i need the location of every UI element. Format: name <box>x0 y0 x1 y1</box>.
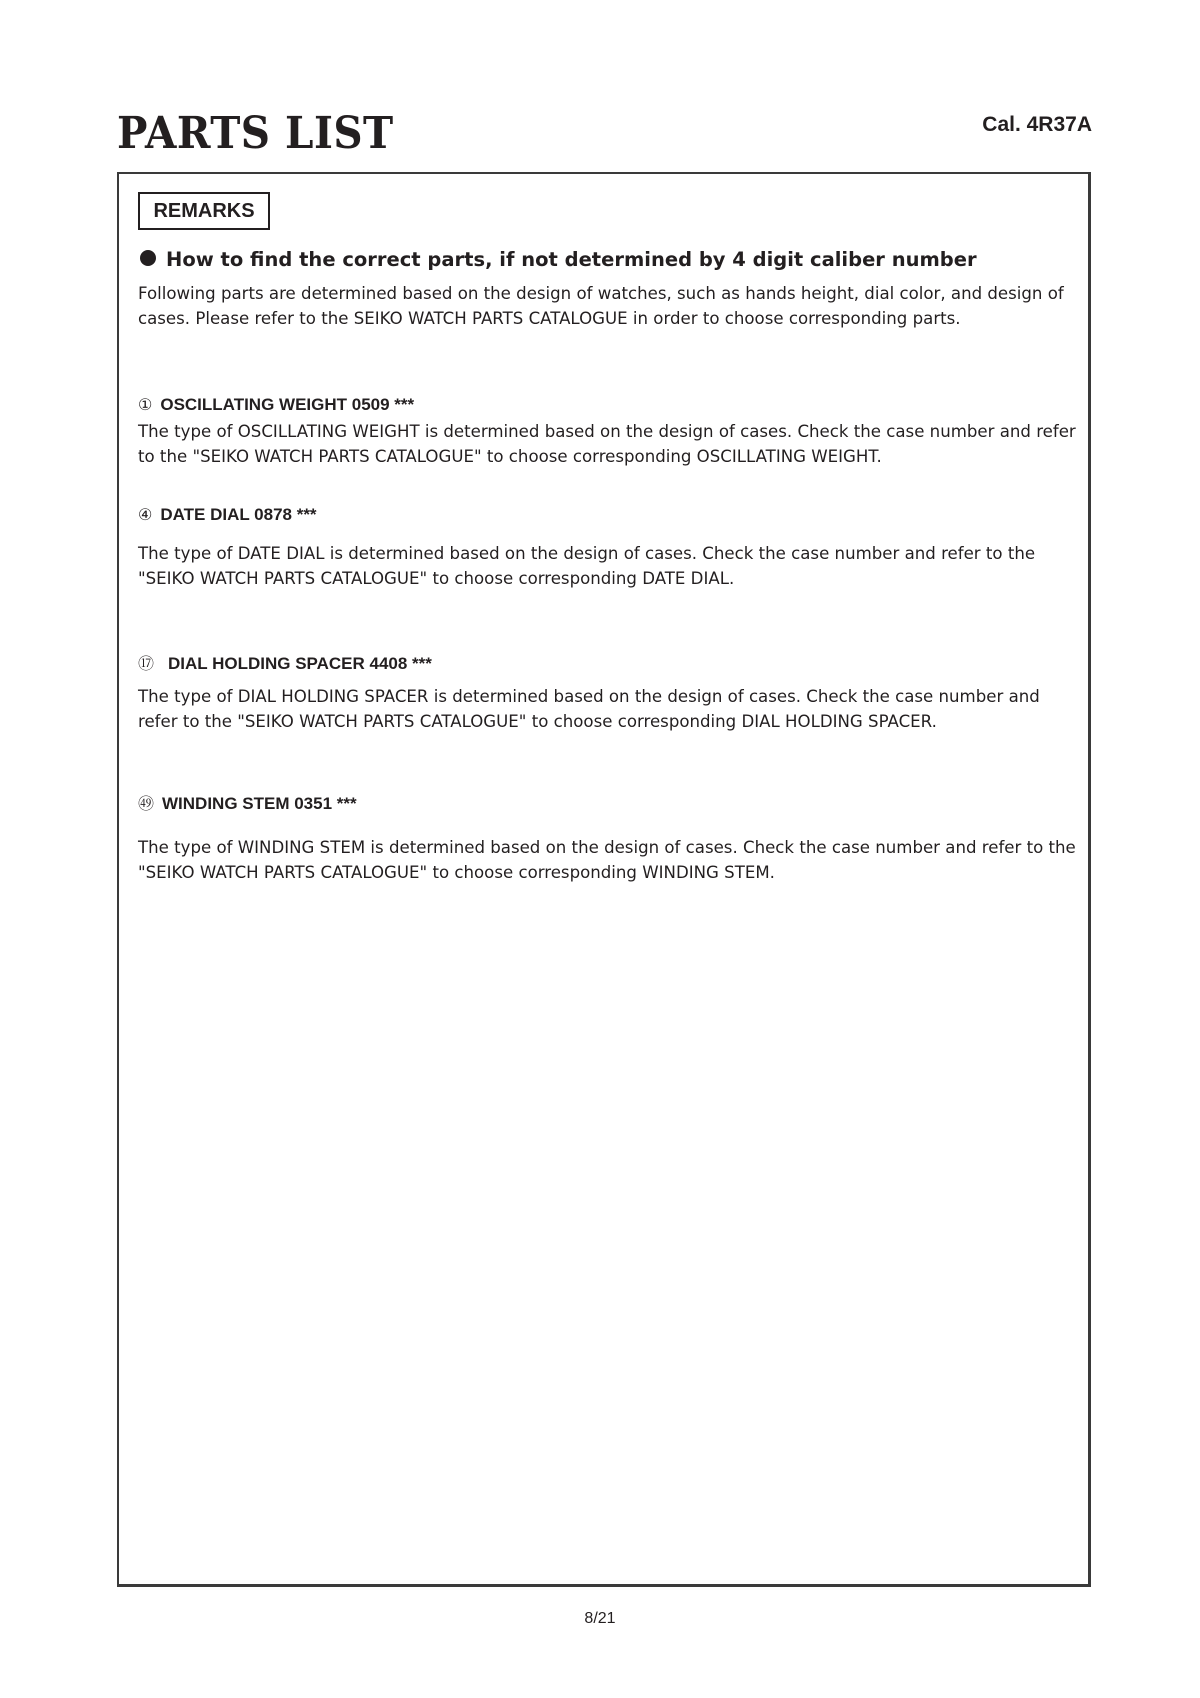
item-heading-winding-stem <box>138 795 357 812</box>
lead-heading <box>140 250 977 270</box>
bullet-icon <box>140 250 156 266</box>
item-heading-dial-holding-spacer <box>138 655 432 672</box>
item-paragraph-dial-holding-spacer: The type of DIAL HOLDING SPACER is determined based on the design of cases. Check the case number and refer to the "SEIKO WATCH PARTS CATALOGUE" to choose corresponding DIAL HOLDING SPACER. <box>138 687 1040 731</box>
item-paragraph-oscillating-weight: The type of OSCILLATING WEIGHT is determined based on the design of cases. Check the case number and refer to the "SEIKO WATCH PARTS CATALOGUE" to choose corresponding OSCILLATING WEIGHT. <box>138 422 1076 466</box>
item-heading-text: OSCILLATING WEIGHT 0509 *** <box>160 395 415 414</box>
page-number: 8/21 <box>584 1610 616 1627</box>
item-paragraph-winding-stem: The type of WINDING STEM is determined based on the design of cases. Check the case number and refer to the "SEIKO WATCH PARTS CATALOGUE" to choose corresponding WINDING STEM. <box>138 838 1076 882</box>
page-title: PARTS LIST <box>117 108 394 159</box>
item-number: ⑰ <box>138 654 155 673</box>
item-heading-oscillating-weight <box>138 396 414 413</box>
item-heading-text: DIAL HOLDING SPACER 4408 *** <box>168 654 432 673</box>
lead-heading-text: How to find the correct parts, if not determined by 4 digit caliber number <box>166 248 977 271</box>
item-number: ④ <box>138 505 153 524</box>
item-number: ㊾ <box>138 794 155 813</box>
lead-paragraph: Following parts are determined based on the design of watches, such as hands height, dial color, and design of cases. Please refer to the SEIKO WATCH PARTS CATALOGUE in order to choose corresponding parts. <box>138 284 1064 328</box>
item-paragraph-date-dial: The type of DATE DIAL is determined based on the design of cases. Check the case number and refer to the "SEIKO WATCH PARTS CATALOGUE" to choose corresponding DATE DIAL. <box>138 544 1036 588</box>
caliber-label: Cal. 4R37A <box>982 113 1092 136</box>
item-number: ① <box>138 395 153 414</box>
remarks-label: REMARKS <box>138 192 270 230</box>
item-heading-date-dial <box>138 506 317 523</box>
item-heading-text: WINDING STEM 0351 *** <box>162 794 357 813</box>
item-heading-text: DATE DIAL 0878 *** <box>160 505 317 524</box>
